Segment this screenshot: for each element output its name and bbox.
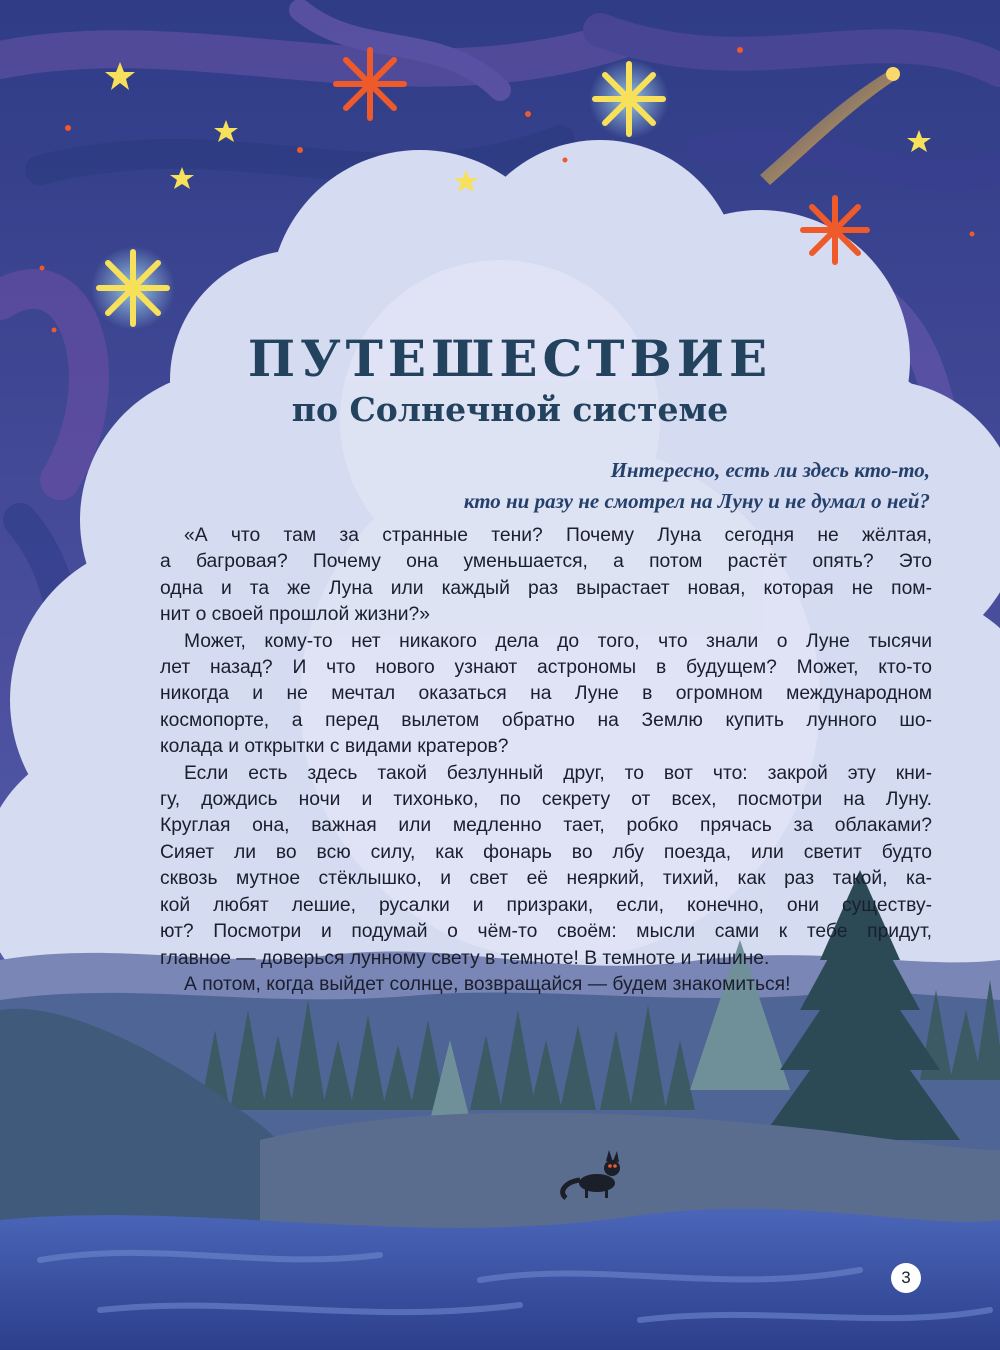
body-text	[160, 523, 932, 998]
text-line: гу, дождись ночи и тихонько, по секрету от всех, посмотри на Луну.	[160, 789, 932, 811]
text-line: А потом, когда выйдет солнце, возвращайся — будем знакомиться!	[184, 973, 791, 995]
text-line: сквозь мутное стёклышко, и свет её неяркий, тихий, как раз такой, ка-	[160, 868, 932, 890]
text-line: кой любят лешие, русалки и призраки, если, конечно, они существу-	[160, 894, 932, 916]
lead-line: Интересно, есть ли здесь кто-то,	[610, 458, 930, 482]
text-line: главное — доверься лунному свету в темноте! В темноте и тишине.	[160, 947, 770, 969]
title-subtitle: по Солнечной системе	[291, 390, 729, 429]
page-number: 3	[891, 1263, 921, 1293]
text-line: Сияет ли во всю силу, как фонарь во лбу поезда, или светит будто	[160, 841, 932, 863]
chapter-title	[0, 330, 1000, 432]
text-line: ют? Посмотри и подумай о чём-то своём: мысли сами к тебе придут,	[160, 921, 932, 943]
text-line: лет назад? И что нового узнают астрономы в будущем? Может, кто-то	[160, 657, 932, 679]
title-main: ПУТЕШЕСТВИЕ	[247, 329, 773, 388]
text-line: а багровая? Почему она уменьшается, а потом растёт опять? Это	[160, 551, 932, 573]
text-line: Круглая она, важная или медленно тает, робко прячась за облаками?	[160, 815, 932, 837]
lead-paragraph	[370, 455, 930, 517]
lead-line: кто ни разу не смотрел на Луну и не думал о ней?	[463, 489, 930, 513]
text-line: Может, кому-то нет никакого дела до того, что знали о Луне тысячи	[184, 630, 932, 652]
text-line: космопорте, а перед вылетом обратно на Землю купить лунного шо-	[160, 709, 932, 731]
text-line: колада и открытки с видами кратеров?	[160, 736, 509, 758]
text-line: Если есть здесь такой безлунный друг, то вот что: закрой эту кни-	[184, 762, 932, 784]
text-line: никогда и не мечтал оказаться на Луне в огромном международном	[160, 683, 932, 705]
text-line: одна и та же Луна или каждый раз вырастает новая, которая не пом-	[160, 577, 932, 599]
text-line: нит о своей прошлой жизни?»	[160, 604, 430, 626]
text-line: «А что там за странные тени? Почему Луна сегодня не жёлтая,	[184, 525, 932, 546]
